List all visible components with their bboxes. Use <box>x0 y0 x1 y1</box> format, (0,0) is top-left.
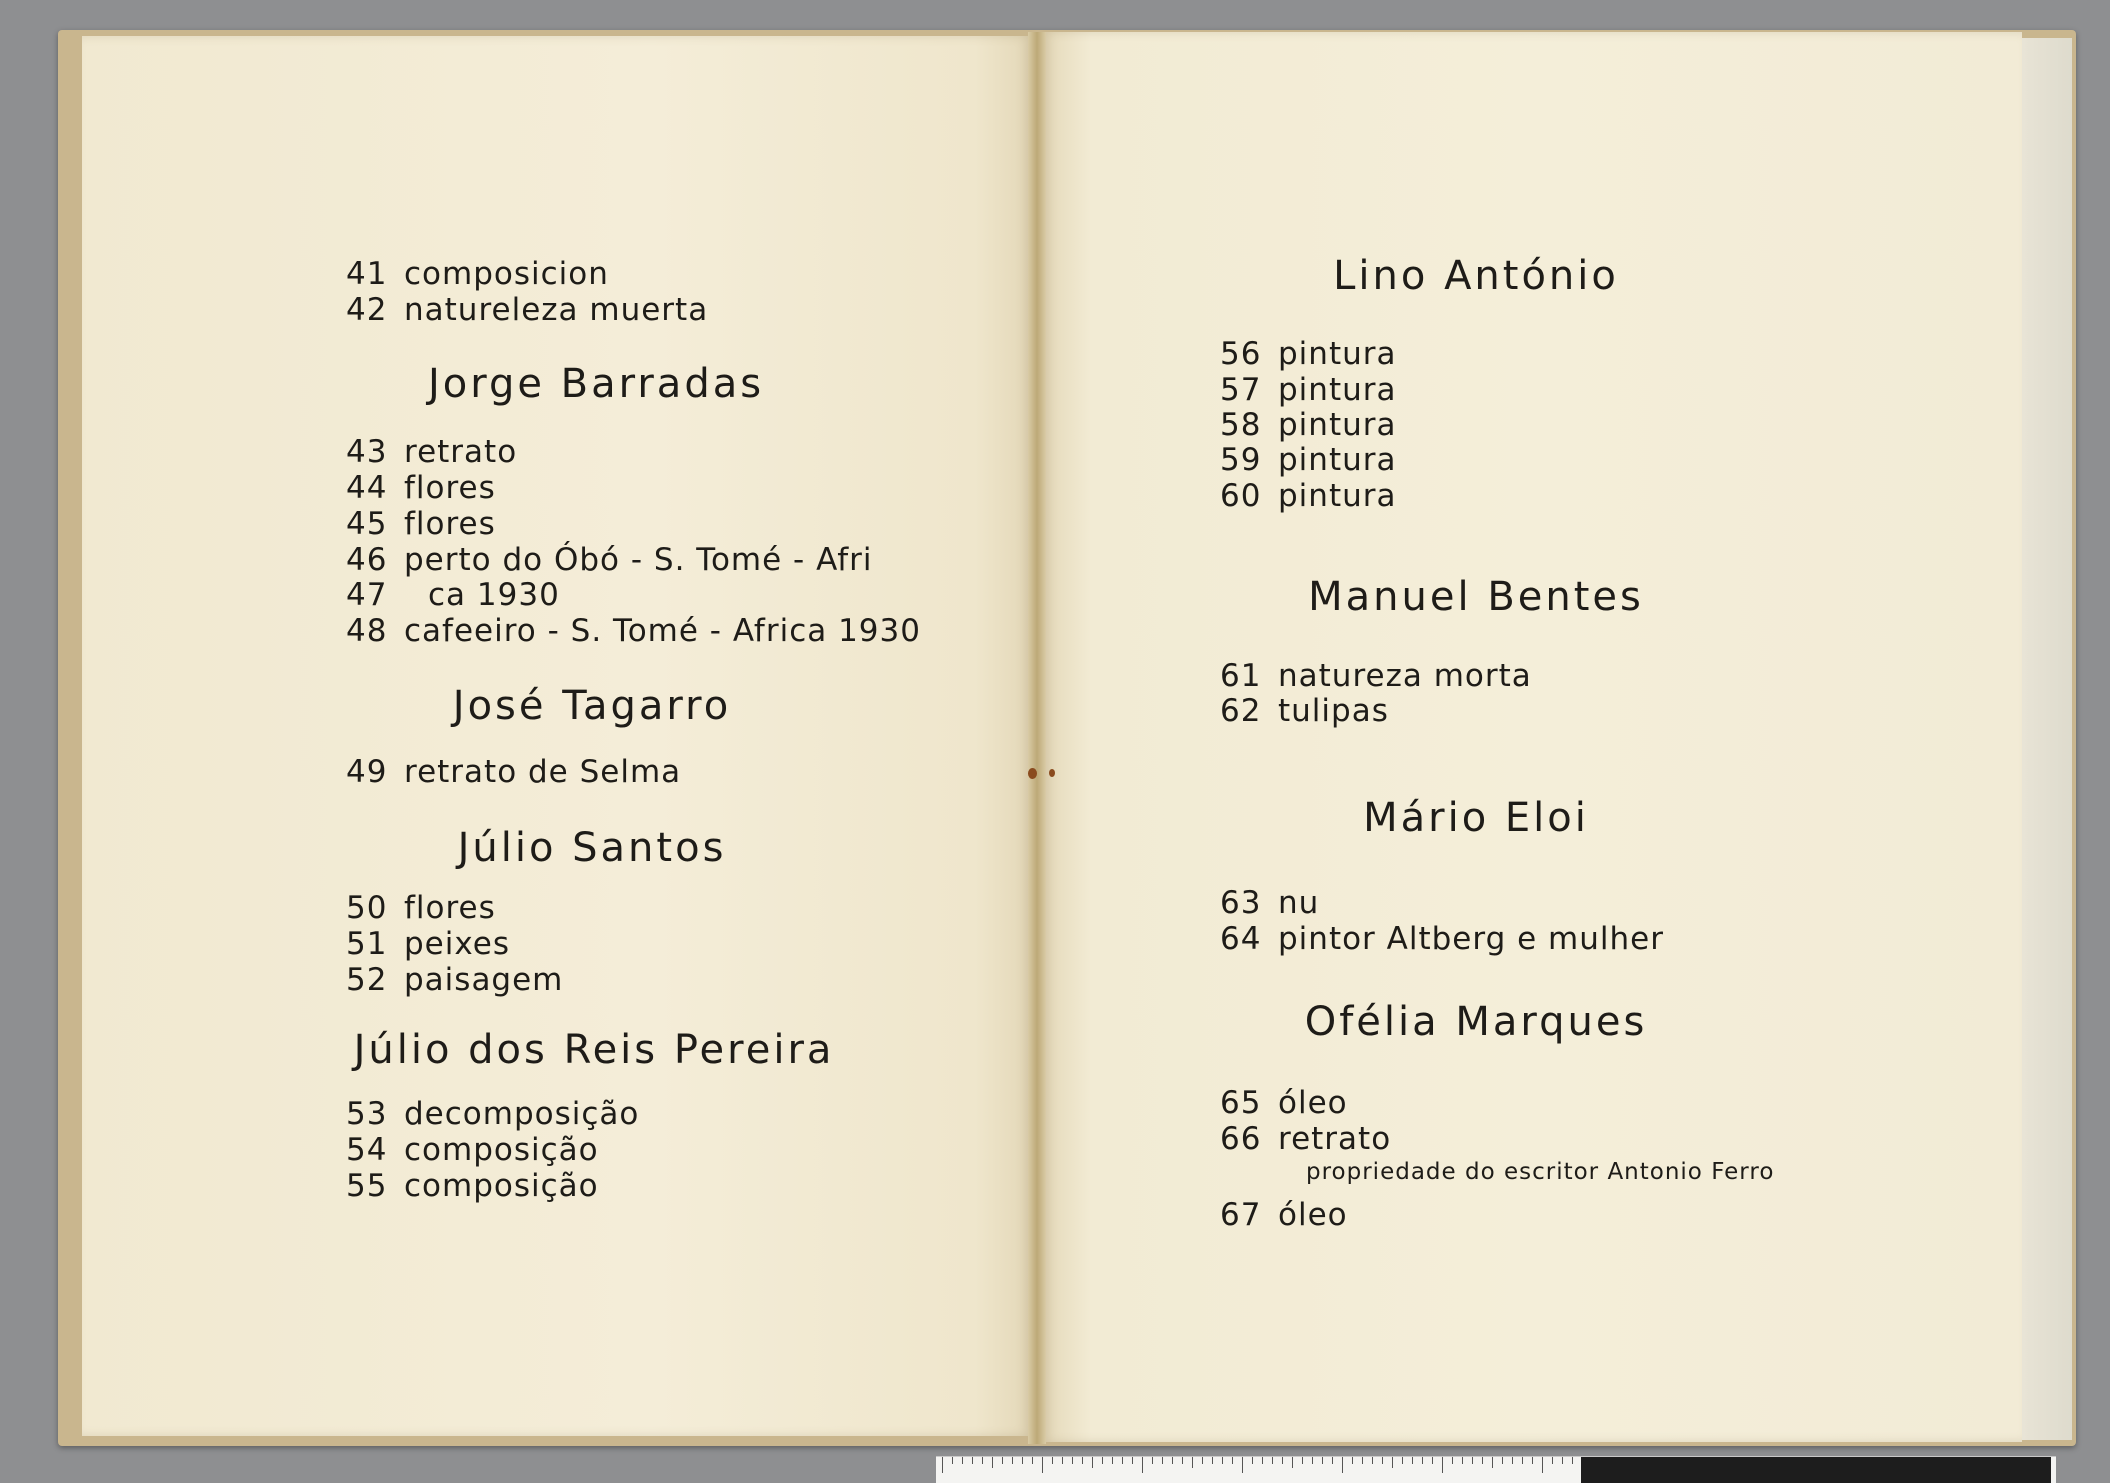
ruler-tick <box>1282 1457 1283 1464</box>
catalogue-entry-50 <box>346 890 496 926</box>
ruler-tick <box>1512 1457 1513 1464</box>
artist-heading-lino-antonio: Lino António <box>1333 253 1619 299</box>
catalogue-entry-43 <box>346 434 517 470</box>
scale-ruler <box>936 1456 2056 1483</box>
ruler-tick <box>1402 1457 1403 1464</box>
artist-heading-jorge-barradas: Jorge Barradas <box>427 361 765 407</box>
catalogue-entry-51 <box>346 926 510 962</box>
entry-number: 47 <box>346 577 388 613</box>
entry-title: composição <box>404 1132 599 1168</box>
entry-title: natureleza muerta <box>404 292 709 328</box>
ruler-tick <box>1392 1457 1393 1468</box>
entry-title: ca 1930 <box>428 577 560 613</box>
catalogue-entry-66 <box>1220 1121 1391 1157</box>
entry-number: 44 <box>346 470 388 506</box>
entry-number: 67 <box>1220 1197 1262 1233</box>
ruler-tick <box>1232 1457 1233 1464</box>
catalogue-entry-49 <box>346 754 681 790</box>
ruler-tick <box>1312 1457 1313 1464</box>
ruler-tick <box>1302 1457 1303 1464</box>
catalogue-entry-59 <box>1220 442 1396 478</box>
ruler-tick <box>982 1457 983 1464</box>
entry-number: 55 <box>346 1168 388 1204</box>
entry-number: 58 <box>1220 407 1262 443</box>
catalogue-entry-64 <box>1220 921 1664 957</box>
ruler-tick <box>1522 1457 1523 1464</box>
ruler-tick <box>1002 1457 1003 1464</box>
entry-title: pintura <box>1278 442 1397 478</box>
entry-number: 57 <box>1220 372 1262 408</box>
entry-title: óleo <box>1278 1197 1348 1233</box>
ruler-tick <box>1172 1457 1173 1464</box>
entry-title: óleo <box>1278 1085 1348 1121</box>
ruler-tick <box>1122 1457 1123 1464</box>
catalogue-entry-58 <box>1220 407 1396 443</box>
entry-title: nu <box>1278 885 1320 921</box>
ruler-tick <box>1262 1457 1263 1464</box>
ruler-tick <box>1552 1457 1553 1464</box>
ruler-tick <box>1102 1457 1103 1464</box>
entry-number: 45 <box>346 506 388 542</box>
ruler-tick <box>1182 1457 1183 1464</box>
catalogue-entry-45 <box>346 506 496 542</box>
ruler-tick <box>992 1457 993 1468</box>
ruler-tick <box>1362 1457 1363 1464</box>
entry-number: 48 <box>346 613 388 649</box>
ruler-tick <box>1452 1457 1453 1464</box>
ruler-tick <box>952 1457 953 1464</box>
ruler-tick <box>1132 1457 1133 1464</box>
ruler-tick <box>1072 1457 1073 1464</box>
entry-title: perto do Óbó - S. Tomé - Afri <box>404 542 873 578</box>
entry-number: 56 <box>1220 336 1262 372</box>
entry-title: pintura <box>1278 407 1397 443</box>
artist-heading-julio-santos: Júlio Santos <box>457 825 727 871</box>
catalogue-entry-61 <box>1220 658 1532 694</box>
ruler-tick <box>1462 1457 1463 1464</box>
entry-number: 41 <box>346 256 388 292</box>
entry-number: 63 <box>1220 885 1262 921</box>
entry-number: 53 <box>346 1096 388 1132</box>
artist-heading-jose-tagarro: José Tagarro <box>452 683 732 729</box>
catalogue-entry-53 <box>346 1096 639 1132</box>
catalogue-entry-55 <box>346 1168 599 1204</box>
entry-title: flores <box>404 470 496 506</box>
catalogue-entry-47 <box>346 577 560 613</box>
ruler-tick <box>1192 1457 1193 1468</box>
entry-title: retrato de Selma <box>404 754 682 790</box>
catalogue-entry-65 <box>1220 1085 1348 1121</box>
entry-number: 61 <box>1220 658 1262 694</box>
catalogue-entry-48 <box>346 613 921 649</box>
entry-title: composicion <box>404 256 609 292</box>
entry-title: pintura <box>1278 372 1397 408</box>
book-gutter <box>1028 32 1046 1444</box>
ruler-black-segment <box>1581 1457 2051 1483</box>
entry-title: decomposição <box>404 1096 640 1132</box>
catalogue-entry-41 <box>346 256 609 292</box>
entry-number: 64 <box>1220 921 1262 957</box>
ruler-tick <box>972 1457 973 1464</box>
entry-title: retrato <box>1278 1121 1392 1157</box>
ruler-tick <box>1082 1457 1083 1464</box>
entry-number: 60 <box>1220 478 1262 514</box>
ruler-tick <box>1222 1457 1223 1464</box>
artist-heading-ofelia-marques: Ofélia Marques <box>1304 999 1648 1045</box>
entry-title: flores <box>404 890 496 926</box>
ruler-tick <box>1012 1457 1013 1464</box>
ruler-tick <box>1292 1457 1293 1468</box>
entry-number: 51 <box>346 926 388 962</box>
catalogue-entry-42 <box>346 292 708 328</box>
ruler-tick <box>1162 1457 1163 1464</box>
ruler-tick <box>1242 1457 1243 1473</box>
entry-number: 49 <box>346 754 388 790</box>
entry-title: tulipas <box>1278 693 1389 729</box>
catalogue-entry-62 <box>1220 693 1389 729</box>
ruler-tick <box>942 1457 943 1473</box>
entry-number: 50 <box>346 890 388 926</box>
provenance-note: propriedade do escritor Antonio Ferro <box>1306 1159 1775 1185</box>
catalogue-entry-46 <box>346 542 872 578</box>
left-page <box>82 36 1032 1436</box>
entry-title: cafeeiro - S. Tomé - Africa 1930 <box>404 613 921 649</box>
artist-heading-julio-dos-reis-pereira: Júlio dos Reis Pereira <box>353 1027 835 1073</box>
ruler-tick <box>1372 1457 1373 1464</box>
ruler-tick <box>1472 1457 1473 1464</box>
entry-number: 46 <box>346 542 388 578</box>
entry-title: pintura <box>1278 336 1397 372</box>
artist-heading-mario-eloi: Mário Eloi <box>1363 795 1589 841</box>
ruler-tick <box>1442 1457 1443 1473</box>
entry-number: 43 <box>346 434 388 470</box>
ruler-tick <box>962 1457 963 1464</box>
entry-number: 65 <box>1220 1085 1262 1121</box>
entry-number: 66 <box>1220 1121 1262 1157</box>
entry-title: natureza morta <box>1278 658 1532 694</box>
catalogue-entry-44 <box>346 470 496 506</box>
ruler-tick <box>1322 1457 1323 1464</box>
ruler-tick <box>1202 1457 1203 1464</box>
ruler-tick <box>1212 1457 1213 1464</box>
entry-title: composição <box>404 1168 599 1204</box>
entry-title: pintura <box>1278 478 1397 514</box>
foxing-spot <box>1049 769 1055 777</box>
catalogue-entry-54 <box>346 1132 599 1168</box>
artist-heading-manuel-bentes: Manuel Bentes <box>1308 574 1644 620</box>
catalogue-entry-56 <box>1220 336 1396 372</box>
entry-title: pintor Altberg e mulher <box>1278 921 1664 957</box>
entry-title: paisagem <box>404 962 564 998</box>
ruler-tick <box>1492 1457 1493 1468</box>
ruler-tick <box>1052 1457 1053 1464</box>
ruler-tick <box>1272 1457 1273 1464</box>
entry-title: peixes <box>404 926 510 962</box>
entry-title: flores <box>404 506 496 542</box>
ruler-tick <box>1252 1457 1253 1464</box>
catalogue-entry-52 <box>346 962 563 998</box>
ruler-tick <box>1542 1457 1543 1473</box>
catalogue-entry-57 <box>1220 372 1396 408</box>
ruler-tick <box>1152 1457 1153 1464</box>
catalogue-entry-60 <box>1220 478 1396 514</box>
entry-number: 54 <box>346 1132 388 1168</box>
ruler-tick <box>1572 1457 1573 1464</box>
ruler-tick <box>1042 1457 1043 1473</box>
ruler-tick <box>1142 1457 1143 1473</box>
ruler-tick <box>1422 1457 1423 1464</box>
ruler-tick <box>1092 1457 1093 1468</box>
ruler-tick <box>1352 1457 1353 1464</box>
right-page <box>1042 32 2022 1442</box>
catalogue-entry-67 <box>1220 1197 1348 1233</box>
ruler-tick <box>1062 1457 1063 1464</box>
catalogue-entry-63 <box>1220 885 1319 921</box>
ruler-tick <box>1332 1457 1333 1464</box>
ruler-tick <box>1482 1457 1483 1464</box>
ruler-tick <box>1562 1457 1563 1464</box>
ruler-tick <box>1342 1457 1343 1473</box>
foxing-spot <box>1028 768 1037 779</box>
ruler-tick <box>1022 1457 1023 1464</box>
ruler-tick <box>1502 1457 1503 1464</box>
entry-number: 62 <box>1220 693 1262 729</box>
ruler-tick <box>1382 1457 1383 1464</box>
ruler-tick <box>1112 1457 1113 1464</box>
entry-title: retrato <box>404 434 518 470</box>
entry-number: 42 <box>346 292 388 328</box>
ruler-tick <box>1412 1457 1413 1464</box>
ruler-tick <box>1032 1457 1033 1464</box>
entry-number: 59 <box>1220 442 1262 478</box>
ruler-tick <box>1532 1457 1533 1464</box>
ruler-tick <box>1432 1457 1433 1464</box>
entry-number: 52 <box>346 962 388 998</box>
